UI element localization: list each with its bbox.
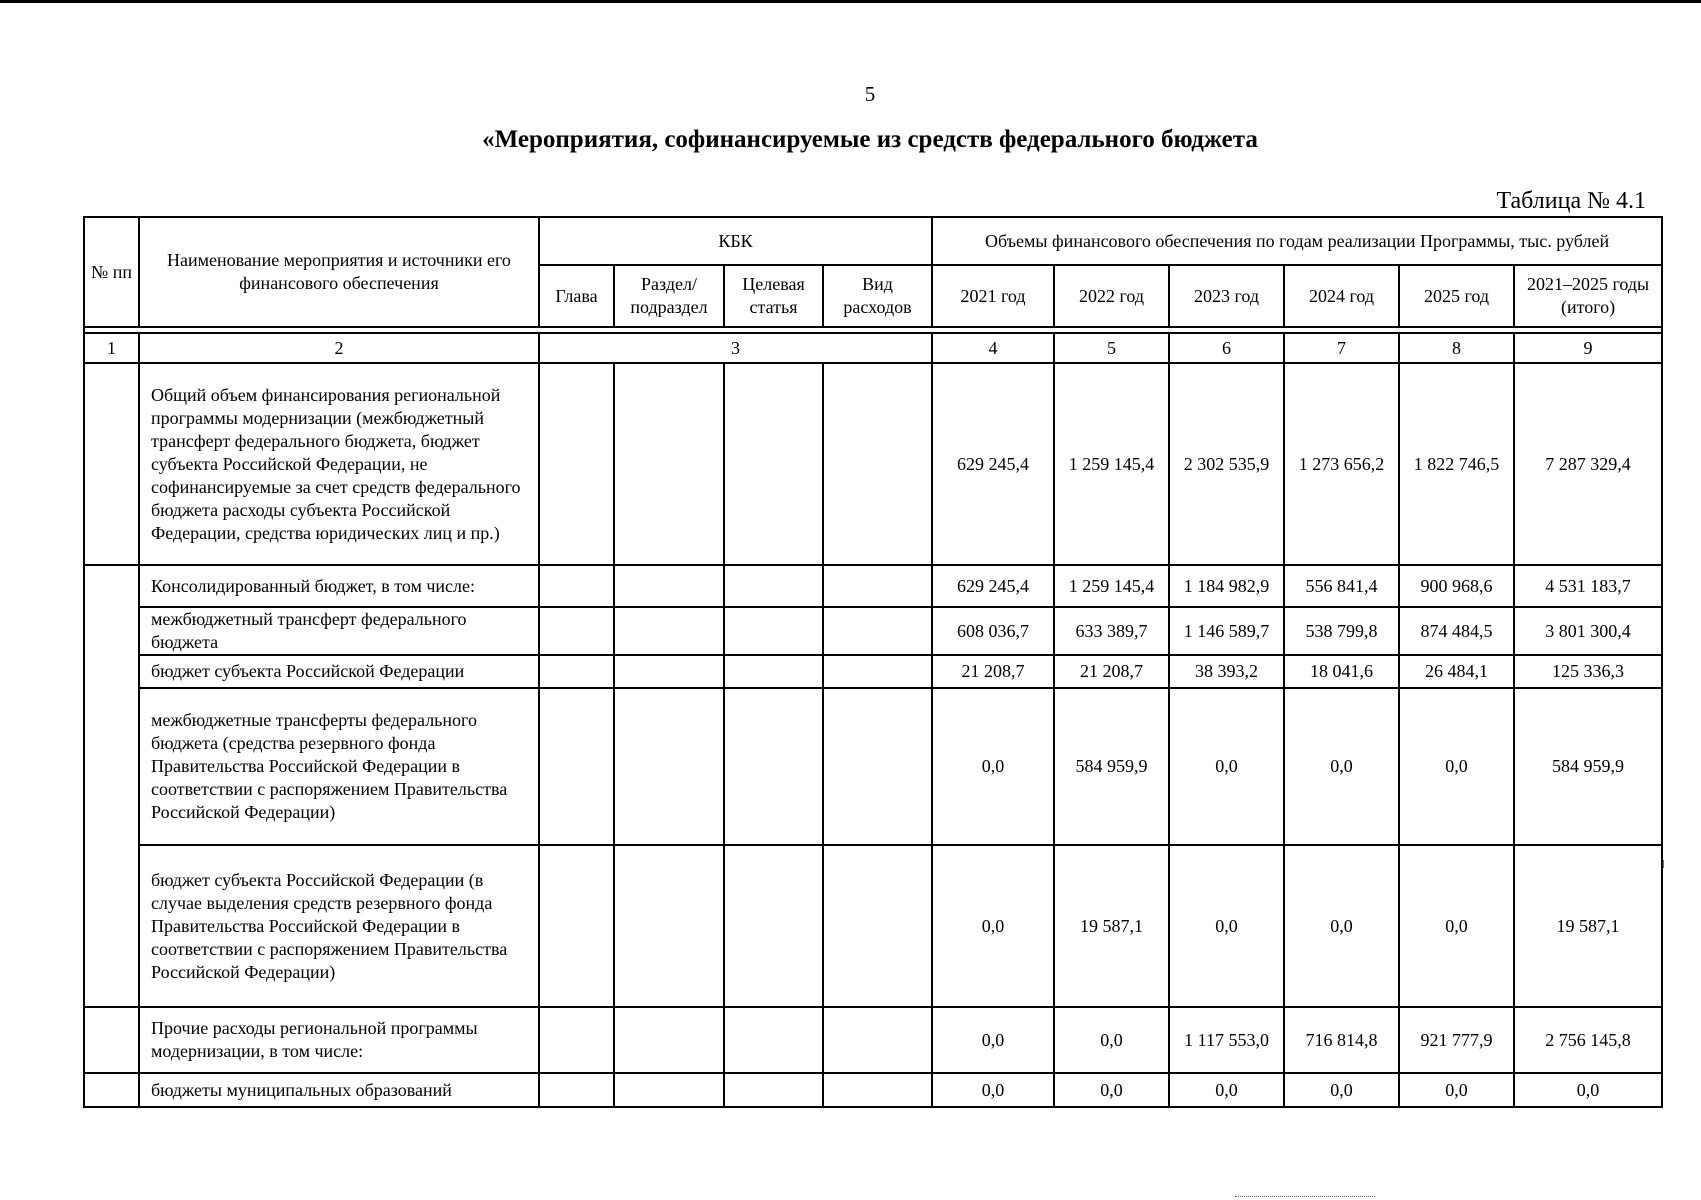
kbk-razdel bbox=[614, 565, 724, 607]
table-row bbox=[84, 565, 1662, 607]
column-number: 5 bbox=[1054, 333, 1169, 363]
value-2022: 19 587,1 bbox=[1054, 845, 1169, 1007]
value-2024: 1 273 656,2 bbox=[1284, 363, 1399, 565]
kbk-razdel bbox=[614, 363, 724, 565]
kbk-vid bbox=[823, 1007, 932, 1073]
value-2024: 556 841,4 bbox=[1284, 565, 1399, 607]
value-2022: 584 959,9 bbox=[1054, 688, 1169, 845]
page-number: 5 bbox=[864, 82, 876, 106]
value-2023: 0,0 bbox=[1169, 1073, 1284, 1107]
kbk-vid bbox=[823, 688, 932, 845]
value-2021: 0,0 bbox=[932, 845, 1054, 1007]
header-2023: 2023 год bbox=[1169, 265, 1284, 327]
value-2022: 0,0 bbox=[1054, 1007, 1169, 1073]
value-2025: 0,0 bbox=[1399, 845, 1514, 1007]
kbk-celevaya bbox=[724, 1007, 823, 1073]
value-2021: 0,0 bbox=[932, 688, 1054, 845]
value-2023: 1 184 982,9 bbox=[1169, 565, 1284, 607]
kbk-razdel bbox=[614, 845, 724, 1007]
value-2021: 0,0 bbox=[932, 1073, 1054, 1107]
table-row bbox=[84, 1007, 1662, 1073]
row-name: межбюджетные трансферты федерального бюджета (средства резервного фонда Правительства Российской Федерации в соответствии с распоряжением Правительства Российской Федерации) bbox=[139, 688, 539, 845]
page-title: «Мероприятия, софинансируемые из средств федерального бюджета bbox=[482, 126, 1258, 153]
table-row bbox=[84, 655, 1662, 688]
header-total: 2021–2025 годы (итого) bbox=[1514, 265, 1662, 327]
value-total: 0,0 bbox=[1514, 1073, 1662, 1107]
kbk-vid bbox=[823, 655, 932, 688]
header-2024: 2024 год bbox=[1284, 265, 1399, 327]
header-volumes: Объемы финансового обеспечения по годам реализации Программы, тыс. рублей bbox=[932, 217, 1662, 265]
value-2021: 21 208,7 bbox=[932, 655, 1054, 688]
kbk-celevaya bbox=[724, 363, 823, 565]
header-2025: 2025 год bbox=[1399, 265, 1514, 327]
kbk-celevaya bbox=[724, 688, 823, 845]
header-num: № пп bbox=[84, 217, 139, 327]
kbk-glava bbox=[539, 655, 614, 688]
kbk-glava bbox=[539, 607, 614, 655]
table-row bbox=[84, 845, 1662, 1007]
value-2021: 629 245,4 bbox=[932, 363, 1054, 565]
value-total: 7 287 329,4 bbox=[1514, 363, 1662, 565]
value-2021: 608 036,7 bbox=[932, 607, 1054, 655]
value-2023: 0,0 bbox=[1169, 688, 1284, 845]
value-2025: 0,0 bbox=[1399, 688, 1514, 845]
kbk-vid bbox=[823, 1073, 932, 1107]
value-2022: 633 389,7 bbox=[1054, 607, 1169, 655]
scan-edge-top bbox=[0, 0, 1701, 3]
kbk-razdel bbox=[614, 688, 724, 845]
scan-mark-right bbox=[1663, 860, 1664, 868]
row-name: Общий объем финансирования региональной программы модернизации (межбюджетный трансферт федерального бюджета, бюджет субъекта Российской Федерации, не софинансируемые за счет средств федерального бюджета расходы субъекта Российской Федерации, средства юридических лиц и пр.) bbox=[139, 363, 539, 565]
column-number: 8 bbox=[1399, 333, 1514, 363]
value-2022: 0,0 bbox=[1054, 1073, 1169, 1107]
column-number: 7 bbox=[1284, 333, 1399, 363]
value-2024: 0,0 bbox=[1284, 1073, 1399, 1107]
kbk-glava bbox=[539, 565, 614, 607]
value-2023: 1 146 589,7 bbox=[1169, 607, 1284, 655]
column-number: 1 bbox=[84, 333, 139, 363]
kbk-vid bbox=[823, 363, 932, 565]
value-2021: 629 245,4 bbox=[932, 565, 1054, 607]
value-2022: 21 208,7 bbox=[1054, 655, 1169, 688]
column-number: 6 bbox=[1169, 333, 1284, 363]
kbk-glava bbox=[539, 688, 614, 845]
value-2024: 0,0 bbox=[1284, 845, 1399, 1007]
header-2021: 2021 год bbox=[932, 265, 1054, 327]
row-name: бюджет субъекта Российской Федерации bbox=[139, 655, 539, 688]
table-row bbox=[84, 363, 1662, 565]
header-vid: Вид расходов bbox=[823, 265, 932, 327]
value-2022: 1 259 145,4 bbox=[1054, 363, 1169, 565]
row-name: Прочие расходы региональной программы модернизации, в том числе: bbox=[139, 1007, 539, 1073]
value-2024: 18 041,6 bbox=[1284, 655, 1399, 688]
value-2023: 2 302 535,9 bbox=[1169, 363, 1284, 565]
scan-edge-bottom bbox=[1235, 1196, 1375, 1198]
table-caption: Таблица № 4.1 bbox=[1496, 188, 1646, 214]
row-number bbox=[84, 1007, 139, 1073]
kbk-celevaya bbox=[724, 655, 823, 688]
header-2022: 2022 год bbox=[1054, 265, 1169, 327]
header-celevaya: Целевая статья bbox=[724, 265, 823, 327]
column-number-row bbox=[84, 333, 1662, 363]
row-name: межбюджетный трансферт федерального бюджета bbox=[139, 607, 539, 655]
value-total: 125 336,3 bbox=[1514, 655, 1662, 688]
kbk-celevaya bbox=[724, 1073, 823, 1107]
value-2023: 38 393,2 bbox=[1169, 655, 1284, 688]
kbk-vid bbox=[823, 607, 932, 655]
kbk-razdel bbox=[614, 655, 724, 688]
value-2024: 716 814,8 bbox=[1284, 1007, 1399, 1073]
kbk-razdel bbox=[614, 1073, 724, 1107]
value-2024: 0,0 bbox=[1284, 688, 1399, 845]
column-number: 9 bbox=[1514, 333, 1662, 363]
value-total: 4 531 183,7 bbox=[1514, 565, 1662, 607]
row-number bbox=[84, 363, 139, 565]
kbk-razdel bbox=[614, 607, 724, 655]
kbk-glava bbox=[539, 1073, 614, 1107]
value-2024: 538 799,8 bbox=[1284, 607, 1399, 655]
row-name: бюджет субъекта Российской Федерации (в случае выделения средств резервного фонда Правительства Российской Федерации в соответствии с распоряжением Правительства Российской Федерации) bbox=[139, 845, 539, 1007]
value-2025: 874 484,5 bbox=[1399, 607, 1514, 655]
kbk-razdel bbox=[614, 1007, 724, 1073]
kbk-vid bbox=[823, 845, 932, 1007]
value-total: 2 756 145,8 bbox=[1514, 1007, 1662, 1073]
column-number: 3 bbox=[539, 333, 932, 363]
header-razdel: Раздел/ подраздел bbox=[614, 265, 724, 327]
value-2025: 900 968,6 bbox=[1399, 565, 1514, 607]
value-total: 3 801 300,4 bbox=[1514, 607, 1662, 655]
value-total: 19 587,1 bbox=[1514, 845, 1662, 1007]
kbk-vid bbox=[823, 565, 932, 607]
row-name: Консолидированный бюджет, в том числе: bbox=[139, 565, 539, 607]
header-name: Наименование мероприятия и источники его финансового обеспечения bbox=[139, 217, 539, 327]
kbk-glava bbox=[539, 845, 614, 1007]
value-2025: 0,0 bbox=[1399, 1073, 1514, 1107]
funding-table bbox=[83, 216, 1663, 1108]
value-total: 584 959,9 bbox=[1514, 688, 1662, 845]
kbk-celevaya bbox=[724, 565, 823, 607]
row-number bbox=[84, 1073, 139, 1107]
kbk-glava bbox=[539, 1007, 614, 1073]
row-name: бюджеты муниципальных образований bbox=[139, 1073, 539, 1107]
column-number: 2 bbox=[139, 333, 539, 363]
value-2023: 0,0 bbox=[1169, 845, 1284, 1007]
table-row bbox=[84, 1073, 1662, 1107]
header-glava: Глава bbox=[539, 265, 614, 327]
kbk-celevaya bbox=[724, 607, 823, 655]
row-number bbox=[84, 565, 139, 1007]
value-2023: 1 117 553,0 bbox=[1169, 1007, 1284, 1073]
value-2025: 1 822 746,5 bbox=[1399, 363, 1514, 565]
value-2025: 921 777,9 bbox=[1399, 1007, 1514, 1073]
column-number: 4 bbox=[932, 333, 1054, 363]
kbk-celevaya bbox=[724, 845, 823, 1007]
kbk-glava bbox=[539, 363, 614, 565]
table-row bbox=[84, 688, 1662, 845]
value-2022: 1 259 145,4 bbox=[1054, 565, 1169, 607]
value-2021: 0,0 bbox=[932, 1007, 1054, 1073]
header-kbk: КБК bbox=[539, 217, 932, 265]
value-2025: 26 484,1 bbox=[1399, 655, 1514, 688]
table-row bbox=[84, 607, 1662, 655]
